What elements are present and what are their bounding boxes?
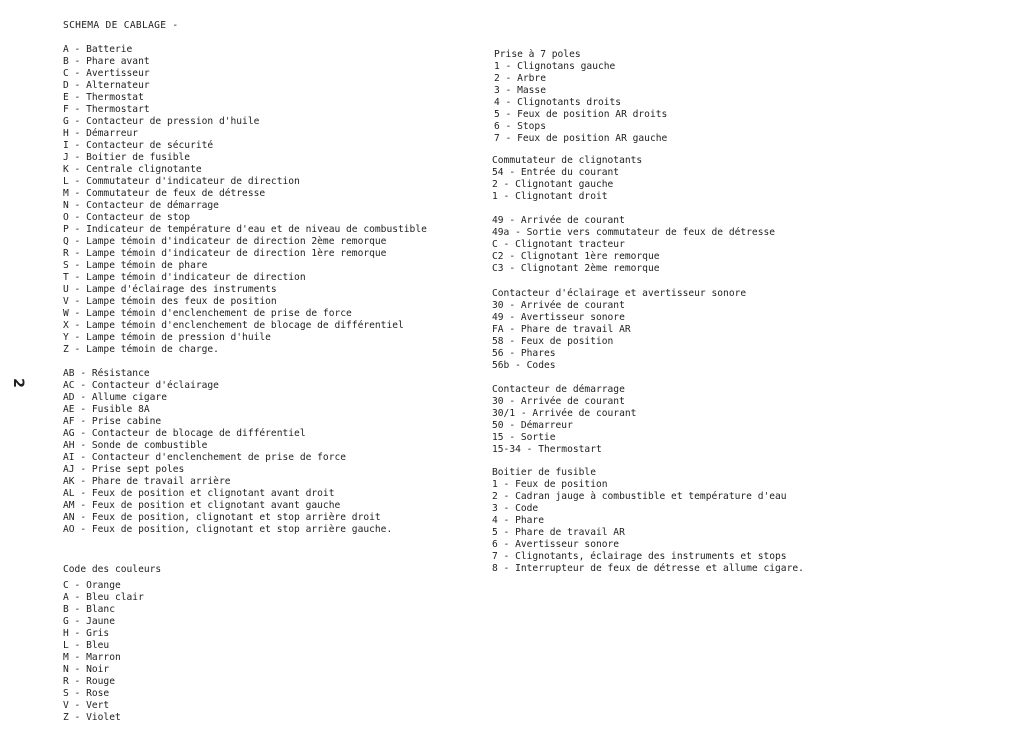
list-item: G - Contacteur de pression d'huile <box>63 116 260 127</box>
list-item: 58 - Feux de position <box>492 336 614 347</box>
list-item: Y - Lampe témoin de pression d'huile <box>63 332 271 343</box>
list-item: Z - Violet <box>63 712 121 723</box>
list-item: B - Blanc <box>63 604 115 615</box>
list-item: 5 - Feux de position AR droits <box>494 109 668 120</box>
list-item: C3 - Clignotant 2ème remorque <box>492 263 660 274</box>
list-item: 56b - Codes <box>492 360 556 371</box>
list-item: 1 - Clignotant droit <box>492 191 608 202</box>
list-item: O - Contacteur de stop <box>63 212 191 223</box>
section-heading: Boitier de fusible <box>492 467 596 478</box>
list-item: 6 - Avertisseur sonore <box>492 539 620 550</box>
list-item: 15-34 - Thermostart <box>492 444 602 455</box>
list-item: AJ - Prise sept poles <box>63 464 185 475</box>
list-item: 49 - Avertisseur sonore <box>492 312 625 323</box>
list-item: 49 - Arrivée de courant <box>492 215 625 226</box>
prise-7-poles-section <box>494 49 667 145</box>
list-item: Q - Lampe témoin d'indicateur de direction 2ème remorque <box>63 236 387 247</box>
list-item: FA - Phare de travail AR <box>492 324 631 335</box>
list-item: C - Orange <box>63 580 121 591</box>
list-item: N - Noir <box>63 664 110 675</box>
list-item: 30/1 - Arrivée de courant <box>492 408 637 419</box>
list-item: 1 - Feux de position <box>492 479 608 490</box>
list-item: 3 - Masse <box>494 85 546 96</box>
list-item: A - Bleu clair <box>63 592 144 603</box>
list-item: 6 - Stops <box>494 121 546 132</box>
list-item: 1 - Clignotans gauche <box>494 61 616 72</box>
list-item: 56 - Phares <box>492 348 556 359</box>
list-item: C - Clignotant tracteur <box>492 239 625 250</box>
list-item: M - Commutateur de feux de détresse <box>63 188 266 199</box>
list-item: 3 - Code <box>492 503 539 514</box>
list-item: S - Lampe témoin de phare <box>63 260 208 271</box>
section-heading: Contacteur de démarrage <box>492 384 625 395</box>
components-list-2 <box>63 368 392 536</box>
list-item: R - Lampe témoin d'indicateur de direction 1ère remorque <box>63 248 387 259</box>
list-item: N - Contacteur de démarrage <box>63 200 219 211</box>
list-item: 7 - Feux de position AR gauche <box>494 133 668 144</box>
list-item: L - Bleu <box>63 640 110 651</box>
list-item: 30 - Arrivée de courant <box>492 396 625 407</box>
section-heading: Commutateur de clignotants <box>492 155 643 166</box>
list-item: R - Rouge <box>63 676 115 687</box>
list-item: J - Boitier de fusible <box>63 152 191 163</box>
list-item: 5 - Phare de travail AR <box>492 527 625 538</box>
list-item: AK - Phare de travail arrière <box>63 476 231 487</box>
list-item: L - Commutateur d'indicateur de direction <box>63 176 300 187</box>
section-heading: Code des couleurs <box>63 564 162 575</box>
list-item: 49a - Sortie vers commutateur de feux de détresse <box>492 227 776 238</box>
list-item: I - Contacteur de sécurité <box>63 140 214 151</box>
list-item: 54 - Entrée du courant <box>492 167 620 178</box>
list-item: 30 - Arrivée de courant <box>492 300 625 311</box>
components-list <box>63 44 427 356</box>
list-item: C2 - Clignotant 1ère remorque <box>492 251 660 262</box>
list-item: A - Batterie <box>63 44 133 55</box>
contacteur-demarrage-section <box>492 384 636 456</box>
list-item: V - Lampe témoin des feux de position <box>63 296 277 307</box>
list-item: 50 - Démarreur <box>492 420 573 431</box>
list-item: E - Thermostat <box>63 92 144 103</box>
page-title: SCHEMA DE CABLAGE - <box>63 20 179 31</box>
commutateur-clignotants-section <box>492 155 642 203</box>
list-item: 8 - Interrupteur de feux de détresse et allume cigare. <box>492 563 804 574</box>
list-item: 7 - Clignotants, éclairage des instruments et stops <box>492 551 787 562</box>
list-item: C - Avertisseur <box>63 68 150 79</box>
list-item: S - Rose <box>63 688 110 699</box>
list-item: AI - Contacteur d'enclenchement de prise de force <box>63 452 347 463</box>
list-item: AB - Résistance <box>63 368 150 379</box>
list-item: AG - Contacteur de blocage de différentiel <box>63 428 306 439</box>
list-item: AD - Allume cigare <box>63 392 167 403</box>
list-item: AE - Fusible 8A <box>63 404 150 415</box>
list-item: 4 - Clignotants droits <box>494 97 622 108</box>
list-item: P - Indicateur de température d'eau et de niveau de combustible <box>63 224 427 235</box>
list-item: T - Lampe témoin d'indicateur de direction <box>63 272 306 283</box>
list-item: G - Jaune <box>63 616 115 627</box>
list-item: AO - Feux de position, clignotant et stop arrière gauche. <box>63 524 393 535</box>
list-item: X - Lampe témoin d'enclenchement de blocage de différentiel <box>63 320 404 331</box>
list-item: U - Lampe d'éclairage des instruments <box>63 284 277 295</box>
list-item: AF - Prise cabine <box>63 416 162 427</box>
list-item: AC - Contacteur d'éclairage <box>63 380 219 391</box>
list-item: W - Lampe témoin d'enclenchement de prise de force <box>63 308 352 319</box>
section-heading: Contacteur d'éclairage et avertisseur sonore <box>492 288 747 299</box>
list-item: B - Phare avant <box>63 56 150 67</box>
list-item: Z - Lampe témoin de charge. <box>63 344 219 355</box>
list-item: H - Démarreur <box>63 128 139 139</box>
list-item: 2 - Cadran jauge à combustible et température d'eau <box>492 491 787 502</box>
list-item: K - Centrale clignotante <box>63 164 202 175</box>
list-item: 2 - Arbre <box>494 73 546 84</box>
page-number: 2 <box>9 378 26 388</box>
color-code-section <box>63 564 161 724</box>
list-item: AL - Feux de position et clignotant avant droit <box>63 488 335 499</box>
list-item: AN - Feux de position, clignotant et stop arrière droit <box>63 512 381 523</box>
list-item: D - Alternateur <box>63 80 150 91</box>
list-item: M - Marron <box>63 652 121 663</box>
section-heading: Prise à 7 poles <box>494 49 581 60</box>
list-item: 2 - Clignotant gauche <box>492 179 614 190</box>
list-item: AM - Feux de position et clignotant avant gauche <box>63 500 341 511</box>
list-item: V - Vert <box>63 700 110 711</box>
list-item: 15 - Sortie <box>492 432 556 443</box>
centrale-section <box>492 215 775 275</box>
list-item: F - Thermostart <box>63 104 150 115</box>
boitier-fusible-section <box>492 467 804 575</box>
contacteur-eclairage-section <box>492 288 746 372</box>
list-item: 4 - Phare <box>492 515 544 526</box>
list-item: AH - Sonde de combustible <box>63 440 208 451</box>
list-item: H - Gris <box>63 628 110 639</box>
